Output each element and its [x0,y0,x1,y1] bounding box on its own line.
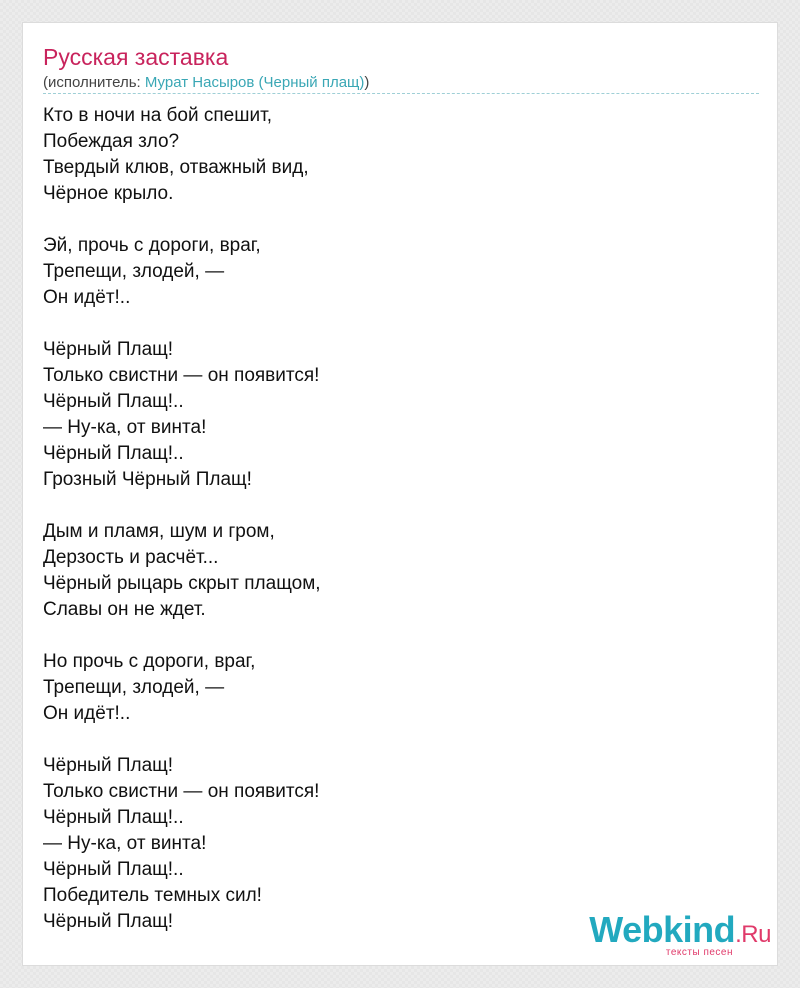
lyric-line: Эй, прочь с дороги, враг, [43,235,261,256]
lyric-line: Дым и пламя, шум и гром, [43,521,275,542]
lyric-line: Славы он не ждет. [43,599,206,620]
lyric-line: Он идёт!.. [43,703,131,724]
webkind-logo [561,911,771,961]
logo-tagline: тексты песен [665,947,733,958]
lyric-line: — Ну-ка, от винта! [43,833,207,854]
stanza [43,337,743,493]
lyric-line: Победитель темных сил! [43,885,262,906]
lyric-line: Чёрный Плащ!.. [43,391,184,412]
lyrics-card [22,22,778,966]
lyric-line: Он идёт!.. [43,287,131,308]
lyrics-body [43,103,743,961]
lyric-line: Чёрный Плащ!.. [43,859,184,880]
lyric-line: Только свистни — он появится! [43,365,320,386]
artist-line [43,73,369,92]
lyric-line: Чёрное крыло. [43,183,174,204]
lyric-line: Но прочь с дороги, враг, [43,651,256,672]
artist-link[interactable]: Мурат Насыров (Черный плащ) [144,74,365,91]
artist-prefix: (исполнитель: [43,74,145,91]
stanza [43,233,743,311]
lyric-line: Побеждая зло? [43,131,180,152]
lyric-line: Чёрный Плащ! [43,911,174,932]
lyric-line: Чёрный Плащ!.. [43,443,184,464]
title-divider [43,93,759,94]
lyric-line: Трепещи, злодей, — [43,677,225,698]
lyric-line: Только свистни — он появится! [43,781,320,802]
lyric-line: Грозный Чёрный Плащ! [43,469,252,490]
stanza [43,753,743,935]
lyric-line: Трепещи, злодей, — [43,261,225,282]
stanza [43,649,743,727]
lyric-line: Чёрный рыцарь скрыт плащом, [43,573,321,594]
lyric-line: Дерзость и расчёт... [43,547,219,568]
lyric-line: Чёрный Плащ! [43,339,174,360]
song-title: Русская заставка [43,44,229,70]
lyric-line: Твердый клюв, отважный вид, [43,157,309,178]
lyric-line: Чёрный Плащ! [43,755,174,776]
logo-suffix: .Ru [735,921,771,948]
stanza [43,519,743,623]
lyric-line: Чёрный Плащ!.. [43,807,184,828]
lyric-line: Кто в ночи на бой спешит, [43,105,272,126]
logo-main-text: Webkind [589,909,736,950]
lyric-line: — Ну-ка, от винта! [43,417,207,438]
stanza [43,103,743,207]
artist-suffix: ) [364,74,370,91]
